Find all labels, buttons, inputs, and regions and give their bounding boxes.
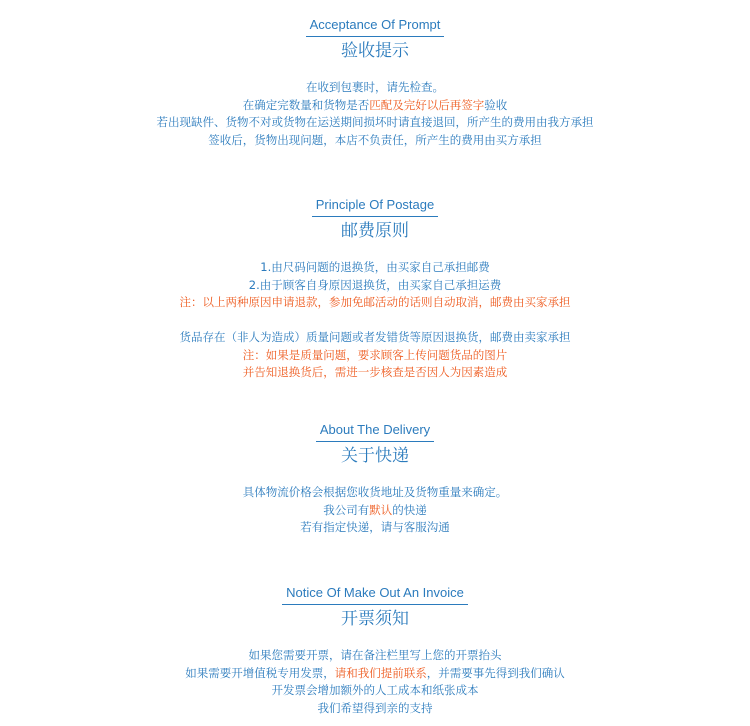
section-title-en: About The Delivery [316,422,434,442]
highlight-text: 注：以上两种原因申请退款，参加免邮活动的话则自动取消，邮费由买家承担 [179,295,571,309]
section-title-cn: 邮费原则 [341,221,409,241]
body-text: 验收 [484,97,508,112]
text-line [0,682,750,700]
body-text: 具体物流价格会根据您收货地址及货物重量来确定。 [242,485,508,499]
body-text: 在确定完数量和货物是否 [242,97,370,112]
section-body [0,647,750,717]
body-text: 货品存在（非人为造成）质量问题或者发错货等原因退换货，邮费由卖家承担 [179,330,571,344]
section-title-cn: 开票须知 [341,609,409,629]
text-line [0,665,750,683]
text-line [0,329,750,347]
body-text: 2.由于顾客自身原因退换货，由买家自己承担运费 [248,277,502,292]
text-line [0,132,750,150]
body-text: 若出现缺件、货物不对或货物在运送期间损坏时请直接退回，所产生的费用由我方承担 [156,115,594,129]
highlight-text: 注：如果是质量问题，要求顾客上传问题货品的图片 [242,347,508,362]
section-title-en: Acceptance Of Prompt [306,17,445,37]
body-text: 的快递 [392,502,427,517]
text-line [0,519,750,537]
highlight-text: 匹配及完好以后再签字 [369,97,485,112]
body-text: 开发票会增加额外的人工成本和纸张成本 [271,683,479,697]
section-title-en: Notice Of Make Out An Invoice [282,585,468,605]
highlight-text: 请和我们提前联系 [334,665,427,680]
text-line [0,502,750,520]
section-invoice [0,582,750,717]
body-text: 签收后，货物出现问题，本店不负责任，所产生的费用由买方承担 [208,132,542,147]
body-text: 如果需要开增值税专用发票， [185,665,335,680]
section-body [0,79,750,149]
body-text: 我们希望得到亲的支持 [317,700,433,715]
body-text: ，并需要事先得到我们确认 [426,665,565,680]
text-line [0,277,750,295]
section-title-cn: 验收提示 [341,41,409,61]
blank-line [0,312,750,330]
text-line [0,347,750,365]
body-text: 如果您需要开票，请在备注栏里写上您的开票抬头 [248,648,502,662]
section-title-cn: 关于快递 [341,446,409,466]
section-title-en: Principle Of Postage [312,197,439,217]
text-line [0,364,750,382]
body-text: 在收到包裹时，请先检查。 [306,80,444,94]
text-line [0,259,750,277]
text-line [0,79,750,97]
section-postage [0,194,750,382]
text-line [0,97,750,115]
text-line [0,294,750,312]
text-line [0,484,750,502]
section-body [0,484,750,537]
section-body [0,259,750,382]
section-delivery [0,419,750,537]
text-line [0,700,750,718]
text-line [0,114,750,132]
section-acceptance [0,14,750,149]
body-text: 我公司有 [323,502,370,517]
highlight-text: 并告知退换货后，需进一步核查是否因人为因素造成 [242,365,508,379]
body-text: 若有指定快递，请与客服沟通 [300,520,450,534]
highlight-text: 默认 [369,502,393,517]
body-text: 1.由尺码问题的退换货，由买家自己承担邮费 [260,260,490,274]
text-line [0,647,750,665]
